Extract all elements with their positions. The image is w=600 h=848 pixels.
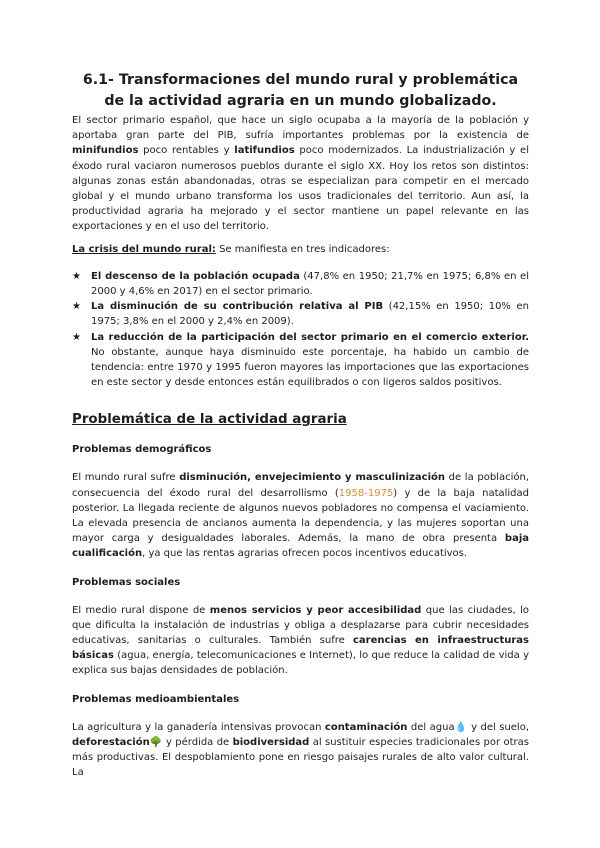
intro-bold-minifundios: minifundios xyxy=(72,145,139,157)
demo-text-2: de la población, consecuencia del éxodo rural del desarrollismo ( xyxy=(72,472,529,499)
problematica-heading: Problemática de la actividad agraria xyxy=(72,412,347,428)
list-item xyxy=(72,269,529,299)
demo-bold-1: disminución, envejecimiento y masculinización xyxy=(179,472,445,484)
list-item xyxy=(72,299,529,329)
soc-bold-2: carencias en infraestructuras básicas xyxy=(72,635,529,662)
demo-text-4: , ya que las rentas agrarias ofrecen pocos incentivos educativos. xyxy=(142,548,468,560)
tree-icon: 🌳 xyxy=(149,736,163,748)
crisis-paragraph xyxy=(72,242,529,257)
demo-years: 1958-1975 xyxy=(338,487,394,499)
crisis-text: Se manifiesta en tres indicadores: xyxy=(215,243,390,255)
soc-text-2: que las ciudades, lo que dificulta la instalación de industrias y obliga a desplazarse para cubrir necesidades educativas, sanitarias o culturales. También sufre xyxy=(72,604,529,647)
med-text-3: y del suelo, xyxy=(467,721,530,733)
med-bold-1: contaminación xyxy=(324,721,408,733)
sociales-paragraph xyxy=(72,603,529,679)
med-bold-2: deforestación xyxy=(72,736,150,748)
list-item xyxy=(72,330,529,391)
indicator-bold: El descenso de la población ocupada xyxy=(91,270,300,282)
intro-bold-latifundios: latifundios xyxy=(234,145,295,157)
med-text-5: al sustituir especies tradicionales por otras más productivas. El despoblamiento pone en riesgo paisajes rurales de alto valor cultural. La xyxy=(72,736,530,779)
demo-text-3: ) y de la baja natalidad posterior. La llegada reciente de algunos nuevos pobladores no compensa el vaciamiento. La elevada presencia de ancianos aumenta la dependencia, y las mujeres soportan una mayor carga y desigualdades laborales. Además, la mano de obra presenta xyxy=(72,487,529,545)
medioambientales-heading: Problemas medioambientales xyxy=(72,693,240,705)
demo-text-1: El mundo rural sufre xyxy=(72,472,180,484)
soc-bold-1: menos servicios y peor accesibilidad xyxy=(209,604,422,616)
sociales-heading: Problemas sociales xyxy=(72,576,181,588)
intro-text-2: poco rentables y xyxy=(138,145,235,157)
document-title: 6.1- Transformaciones del mundo rural y problemática de la actividad agraria en un mundo globalizado. xyxy=(82,72,519,109)
document-page xyxy=(72,70,529,781)
indicator-bold: La disminución de su contribución relativa al PIB xyxy=(91,301,384,313)
water-drop-icon: 💧 xyxy=(454,721,468,733)
demograficos-heading: Problemas demográficos xyxy=(72,444,212,456)
med-bold-3: biodiversidad xyxy=(232,736,310,748)
indicator-bold: La reducción de la participación del sector primario en el comercio exterior. xyxy=(91,331,529,343)
soc-text-1: El medio rural dispone de xyxy=(72,604,210,616)
star-icon: ★ xyxy=(72,301,81,313)
crisis-label: La crisis del mundo rural: xyxy=(72,243,216,255)
med-text-2: del agua xyxy=(407,721,455,733)
star-icon: ★ xyxy=(72,270,81,282)
intro-text-1: El sector primario español, que hace un siglo ocupaba a la mayoría de la población y aportaba gran parte del PIB, sufría importantes problemas por la existencia de xyxy=(72,115,529,142)
indicators-list xyxy=(72,269,529,391)
star-icon: ★ xyxy=(72,331,81,343)
intro-text-3: poco modernizados. La industrialización y el éxodo rural vaciaron numerosos pueblos durante el siglo XX. Hoy los retos son distintos: algunas zonas están abandonadas, otras se especializan para competir en el mercado global y el mundo urbano transforma los usos tradicionales del territorio. Aun así, la productividad agraria ha mejorado y el sector mantiene un papel relevante en las exportaciones y en el uso del territorio. xyxy=(72,145,529,233)
demo-bold-2: baja cualificación xyxy=(72,533,529,560)
med-text-4: y pérdida de xyxy=(162,736,233,748)
indicator-text: (42,15% en 1950; 10% en 1975; 3,8% en el 2000 y 2,4% en 2009). xyxy=(91,301,529,328)
medioambientales-paragraph xyxy=(72,720,529,781)
med-text-1: La agricultura y la ganadería intensivas provocan xyxy=(72,721,325,733)
intro-paragraph xyxy=(72,113,529,235)
soc-text-3: (agua, energía, telecomunicaciones e Internet), lo que reduce la calidad de vida y explica sus bajas densidades de población. xyxy=(72,650,529,677)
demograficos-paragraph xyxy=(72,470,529,561)
indicator-text: No obstante, aunque haya disminuido este porcentaje, ha habido un cambio de tendencia: entre 1970 y 1995 fueron mayores las importaciones que las exportaciones en este sector y desde entonces están equilibrados o con ligeros saldos positivos. xyxy=(91,346,529,389)
indicator-text: (47,8% en 1950; 21,7% en 1975; 6,8% en el 2000 y 4,6% en 2017) en el sector primario. xyxy=(91,270,529,298)
